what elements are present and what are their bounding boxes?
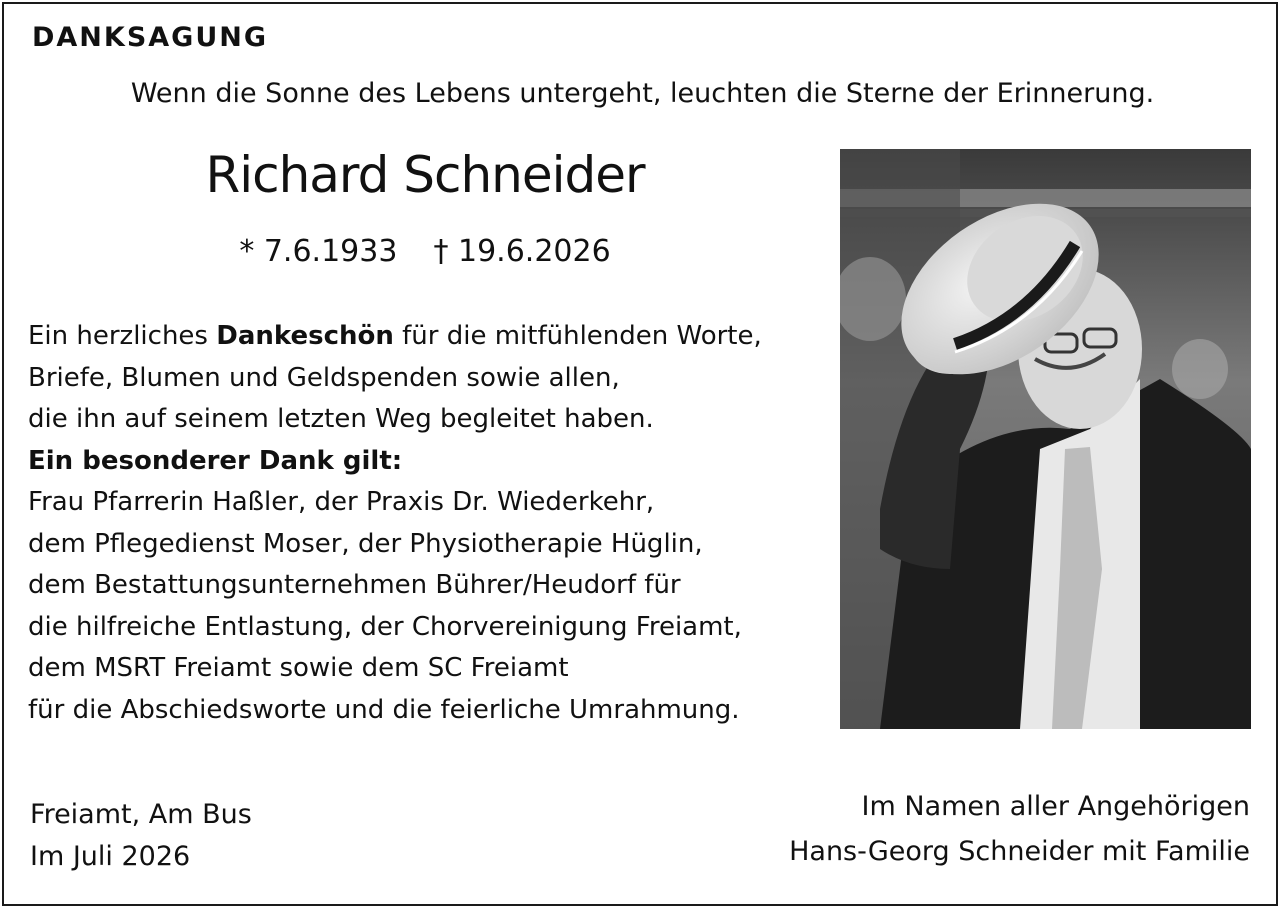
portrait-illustration xyxy=(840,149,1251,729)
message-line: dem Bestattungsunternehmen Bührer/Heudorf für xyxy=(28,570,681,600)
thanks-message xyxy=(28,316,828,731)
message-line: die hilfreiche Entlastung, der Chorvereinigung Freiamt, xyxy=(28,611,742,642)
portrait-photo xyxy=(840,149,1251,729)
dankeschoen-emphasis: Dankeschön xyxy=(216,321,394,351)
message-line: dem Pflegedienst Moser, der Physiotherapie Hüglin, xyxy=(28,528,703,559)
death-date: † 19.6.2026 xyxy=(433,234,611,269)
message-line: Ein herzliches Dankeschön für die mitfühlenden Worte, xyxy=(28,321,762,351)
message-line: für die Abschiedsworte und die feierliche Umrahmung. xyxy=(28,694,740,725)
notice-date: Im Juli 2026 xyxy=(30,841,191,872)
message-line: dem MSRT Freiamt sowie dem SC Freiamt xyxy=(28,653,569,683)
message-line: Frau Pfarrerin Haßler, der Praxis Dr. Wiederkehr, xyxy=(28,487,655,517)
signature-line-2: Hans-Georg Schneider mit Familie xyxy=(789,836,1250,867)
signature-line-1: Im Namen aller Angehörigen xyxy=(861,791,1250,822)
place-and-date xyxy=(30,794,252,878)
deceased-name: Richard Schneider xyxy=(205,146,645,204)
place-location: Freiamt, Am Bus xyxy=(30,799,252,830)
message-line: die ihn auf seinem letzten Weg begleitet haben. xyxy=(28,404,654,434)
birth-date: * 7.6.1933 xyxy=(239,234,398,269)
special-thanks-heading: Ein besonderer Dank gilt: xyxy=(28,445,403,476)
notice-heading: DANKSAGUNG xyxy=(32,22,269,53)
message-line: Briefe, Blumen und Geldspenden sowie allen, xyxy=(28,362,620,393)
motto-quote: Wenn die Sonne des Lebens untergeht, leuchten die Sterne der Erinnerung. xyxy=(130,78,1155,109)
life-dates xyxy=(30,234,820,269)
signature xyxy=(789,784,1250,874)
